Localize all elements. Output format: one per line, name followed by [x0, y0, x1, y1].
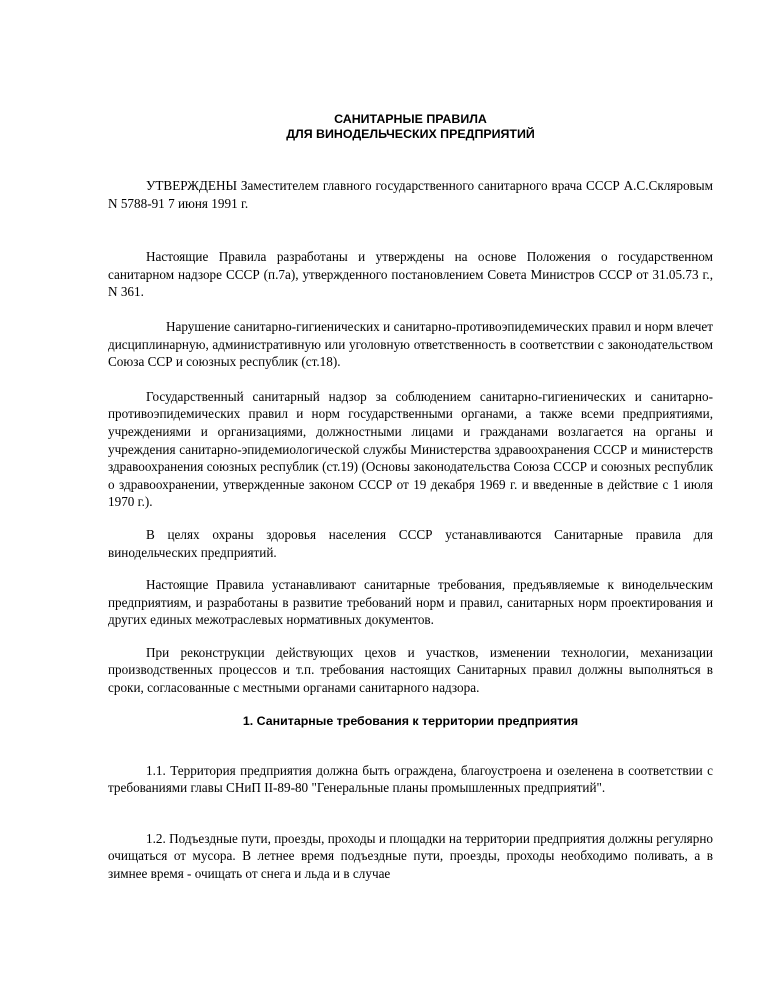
reconstruction-paragraph: При реконструкции действующих цехов и участков, изменении технологии, механизации производственных процессов и т.п. требования настоящих Санитарных правил должны выполняться в сроки, согласованные с местными органами санитарного надзора.: [108, 644, 713, 696]
document-page: [108, 112, 713, 883]
document-title-line1: САНИТАРНЫЕ ПРАВИЛА: [334, 112, 487, 126]
item-1-1: 1.1. Территория предприятия должна быть ограждена, благоустроена и озеленена в соответствии с требованиями главы СНиП II-89-80 "Генеральные планы промышленных предприятий".: [108, 762, 713, 796]
violation-paragraph: Нарушение санитарно-гигиенических и санитарно-противоэпидемических правил и норм влечет дисциплинарную, административную или уголовную ответственность в соответствии с законодательством Союза ССР и союзных республик (ст.18).: [108, 318, 713, 370]
intro-paragraph: Настоящие Правила разработаны и утверждены на основе Положения о государственном санитарном надзоре СССР (п.7а), утвержденного постановлением Совета Министров СССР от 31.05.73 г., N 361.: [108, 249, 713, 300]
section-1-title: 1. Санитарные требования к территории предприятия: [242, 713, 579, 728]
requirements-paragraph: Настоящие Правила устанавливают санитарные требования, предъявляемые к винодельческим предприятиям, и разработаны в развитие требований норм и правил, санитарных норм проектирования и других единых межотраслевых нормативных документов.: [108, 577, 713, 628]
supervision-paragraph: Государственный санитарный надзор за соблюдением санитарно-гигиенических и санитарно-противоэпидемических правил и норм государственными органами, а также всеми предприятиями, учреждениями и организациями, должностными лицами и гражданами возлагается на органы и учреждения санитарно-эпидемиологической службы Министерства здравоохранения СССР и министерств здравоохранения союзных республик (ст.19) (Основы законодательства Союза СССР и союзных республик о здравоохранении, утвержденные законом СССР от 19 декабря 1969 г. и введенные в действие с 1 июля 1970 г.).: [108, 388, 713, 510]
health-paragraph: В целях охраны здоровья населения СССР устанавливаются Санитарные правила для винодельческих предприятий.: [108, 526, 713, 560]
document-title-line2: ДЛЯ ВИНОДЕЛЬЧЕСКИХ ПРЕДПРИЯТИЙ: [286, 126, 535, 141]
approval-paragraph: УТВЕРЖДЕНЫ Заместителем главного государственного санитарного врача СССР А.С.Скляровым N 5788-91 7 июня 1991 г.: [108, 178, 713, 211]
item-1-2: 1.2. Подъездные пути, проезды, проходы и площадки на территории предприятия должны регулярно очищаться от мусора. В летнее время подъездные пути, проезды, проходы необходимо поливать, а в зимнее время - очищать от снега и льда и в случае: [108, 830, 713, 882]
